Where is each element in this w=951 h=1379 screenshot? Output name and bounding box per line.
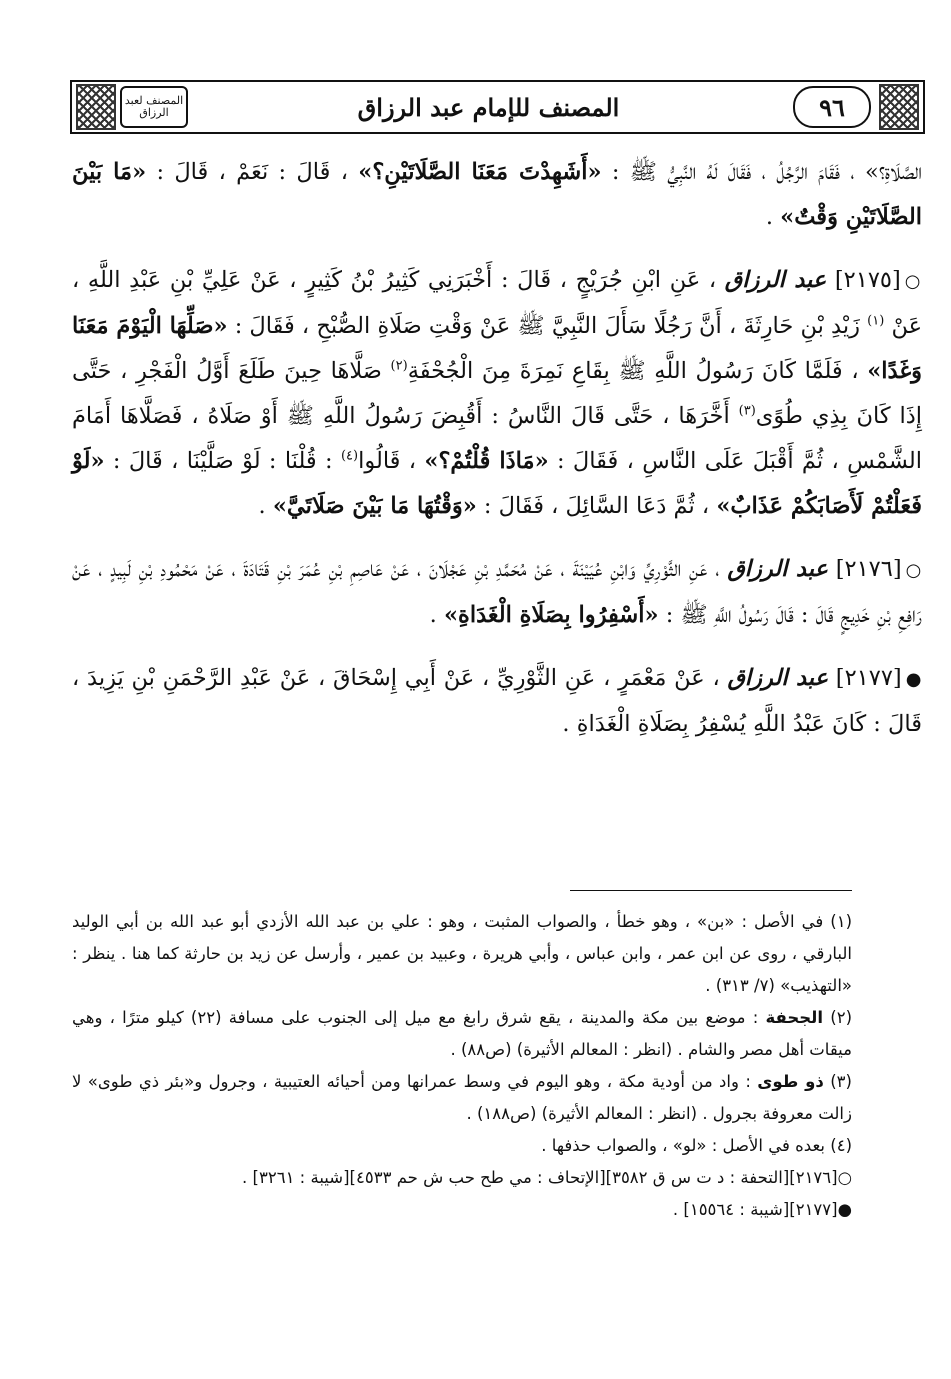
text: ، قَالَ : نَعَمْ ، قَالَ : <box>146 159 359 185</box>
hadith-2176 <box>72 547 922 638</box>
footnote-ref: (٤) <box>340 448 359 464</box>
text: ، ثُمَّ دَعَا السَّائِلَ ، فَقَالَ : <box>476 493 717 519</box>
quote: «أَسْفِرُوا بِصَلَاةِ الْغَدَاةِ» <box>443 602 659 628</box>
hadith-marker: ● <box>905 669 922 690</box>
text: ، عَنِ ابْنِ جُرَيْجٍ ، قَالَ : أَخْبَرَنِي كَثِيرُ بْنُ كَثِيرٍ ، عَنْ عَلِيِّ بْنِ عَبْدِ اللَّهِ ، عَنْ <box>72 267 923 339</box>
hadith-number: [٢١٧٧] <box>835 665 902 691</box>
footnote-number: (٣) <box>830 1072 852 1091</box>
text: صَلَّاهَا حِينَ طَلَعَ أَوَّلُ الْفَجْرِ ، حَتَّى إِذَا كَانَ بِذِي طُوًى <box>72 358 922 429</box>
quote: «صَلِّهَا الْيَوْمَ مَعَنَا وَغَدًا» <box>72 313 922 384</box>
quote: «مَاذَا قُلْتُمْ؟» <box>424 448 549 474</box>
footnote-4: (٤) بعده في الأصل : «لو» ، والصواب حذفها . <box>541 1136 852 1155</box>
quote: «لَوْ فَعَلْتُمْ لَأَصَابَكُمْ عَذَابٌ» <box>72 448 922 519</box>
text: . <box>765 204 781 230</box>
footnote-3 <box>72 1066 852 1130</box>
footnote-text: : واد من أودية مكة ، وهو اليوم في وسط عمرانها ومن أحيائه العتيبية ، وجرول و«بئر ذي طوى» لا زالت معروفة بجرول . (انظر : المعالم الأثيرة) (ص١٨٨) . <box>72 1072 852 1123</box>
text: ، فَلَمَّا كَانَ رَسُولُ اللَّهِ ﷺ بِقَاعِ نَمِرَةَ مِنَ الْجُحْفَةِ <box>407 358 868 384</box>
text: ، عَنِ الثَّوْرِيِّ وَابْنِ عُيَيْنَةَ ، عَنْ مُحَمَّدِ بْنِ عَجْلَانَ ، عَنْ عَاصِمِ بْنِ عُمَرَ بْنِ قَتَادَةَ ، عَنْ مَحْمُودِ بْنِ لَبِيدٍ ، عَنْ رَافِعِ بْنِ خَدِيجٍ قَالَ : قَالَ رَسُولُ اللَّهِ ﷺ : <box>72 556 922 628</box>
footnote-1: (١) في الأصل : «بن» ، وهو خطأ ، والصواب المثبت ، وهو : علي بن عبد الله الأزدي أبو عبد الله بن أبي الوليد البارقي ، روى عن ابن عمر ، وابن عباس ، وأبي هريرة ، وعبيد بن عمير ، وأرسل عن زيد بن حارثة كما هنا . ينظر : «التهذيب» (٧/ ٣١٣) . <box>72 912 852 995</box>
ornament-icon <box>76 84 116 130</box>
text: ، قَالُوا <box>358 448 425 474</box>
footnote-text: : موضع بين مكة والمدينة ، يقع شرق رابغ مع ميل إلى الجنوب على مسافة (٢٢) كيلو مترًا ، وهي ميقات أهل مصر والشام . (انظر : المعالم الأثيرة) (ص٨٨) . <box>72 1008 852 1059</box>
author-name: عبد الرزاق <box>727 556 828 582</box>
footnote-number: (٢) <box>830 1008 852 1027</box>
main-text <box>72 150 922 765</box>
footnote-term: ذو طوى <box>757 1072 824 1091</box>
continuation-paragraph <box>72 150 922 240</box>
footnote-ref: (١) <box>867 313 885 329</box>
page-title: المصنف للإمام عبد الرزاق <box>357 92 620 122</box>
hadith-number: [٢١٧٥] <box>834 267 901 293</box>
quote: «وَقْتُهَا مَا بَيْنَ صَلَاتَيَّ» <box>272 493 477 519</box>
text: زَيْدِ بْنِ حَارِثَةَ ، أَنَّ رَجُلًا سَأَلَ النَّبِيَّ ﷺ عَنْ وَقْتِ صَلَاةِ الصُّبْحِ ، فَقَالَ : <box>227 313 868 339</box>
reference-2177: ●[٢١٧٧][شيبة : ١٥٥٦٤] . <box>672 1200 852 1219</box>
ornament-icon <box>879 84 919 130</box>
footnote-ref: (٣) <box>738 403 756 419</box>
text: ، عَنْ مَعْمَرٍ ، عَنِ الثَّوْرِيِّ ، عَنْ أَبِي إِسْحَاقَ ، عَنْ عَبْدِ الرَّحْمَنِ بْنِ يَزِيدَ ، قَالَ : كَانَ عَبْدُ اللَّهِ يُسْفِرُ بِصَلَاةِ الْغَدَاةِ . <box>72 665 922 737</box>
text: : قُلْنَا : لَوْ صَلَّيْنَا ، قَالَ : <box>104 448 341 474</box>
footnotes <box>72 906 852 1226</box>
footnote-ref: (٢) <box>390 358 408 374</box>
text: أَخَّرَهَا ، حَتَّى قَالَ النَّاسُ : أَقُبِضَ رَسُولُ اللَّهِ ﷺ أَوْ صَلَاهُ ، فَصَلَّاهَا أَمَامَ الشَّمْسِ ، ثُمَّ أَقْبَلَ عَلَى النَّاسِ ، فَقَالَ : <box>72 403 922 474</box>
footnote-2 <box>72 1002 852 1066</box>
reference-2176: ○[٢١٧٦][التحفة : د ت س ق ٣٥٨٢][الإتحاف : مي طح حب ش حم ٤٥٣٣][شيبة : ٣٢٦١] . <box>242 1168 852 1187</box>
text: الصَّلَاةِ؟» ، فَقَامَ الرَّجُلُ ، فَقَالَ لَهُ النَّبِيُّ ﷺ : <box>601 159 922 185</box>
footnote-separator <box>570 890 852 891</box>
hadith-marker: ○ <box>905 560 922 581</box>
text: . <box>258 493 273 519</box>
seal-left: المصنف لعبد الرزاق <box>120 86 188 128</box>
hadith-number: [٢١٧٦] <box>835 556 902 582</box>
hadith-2175 <box>72 258 922 529</box>
text: . <box>429 602 444 628</box>
author-name: عبد الرزاق <box>727 665 829 691</box>
footnote-term: الجحفة <box>765 1008 824 1027</box>
quote: «مَا بَيْنَ الصَّلَاتَيْنِ وَقْتٌ» <box>72 159 922 230</box>
page-number: ٩٦ <box>793 86 871 128</box>
author-name: عبد الرزاق <box>724 267 827 293</box>
hadith-marker: ○ <box>904 271 922 292</box>
hadith-2177 <box>72 656 922 747</box>
quote: «أَشَهِدْتَ مَعَنَا الصَّلَاتَيْنِ؟» <box>358 159 602 185</box>
page-header <box>70 80 925 134</box>
